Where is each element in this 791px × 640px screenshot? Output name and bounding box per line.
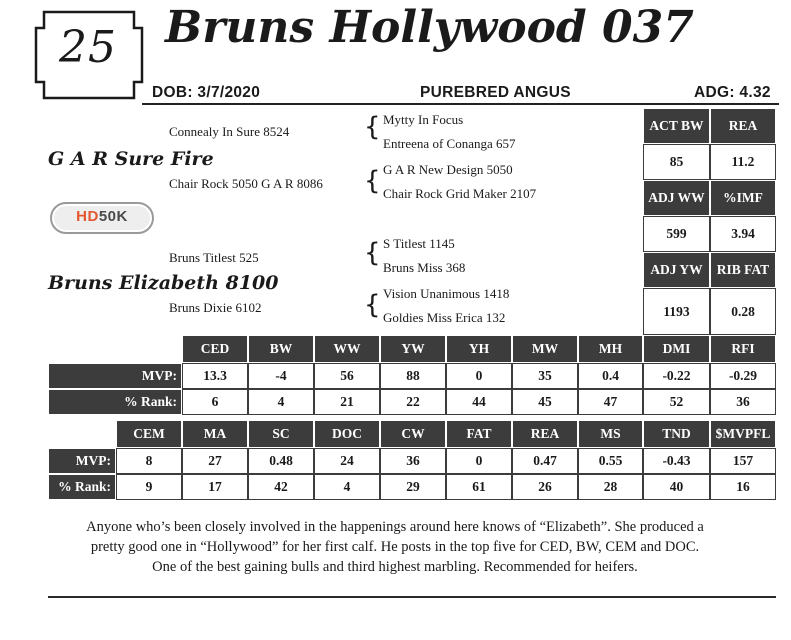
carcass-header: ADJ YW — [643, 252, 710, 288]
epd-header: REA — [512, 420, 578, 448]
epd-header: FAT — [446, 420, 512, 448]
carcass-header: REA — [710, 108, 776, 144]
carcass-value: 599 — [643, 216, 710, 252]
carcass-value: 3.94 — [710, 216, 776, 252]
epd-rank: 36 — [710, 389, 776, 415]
epd-rank: 44 — [446, 389, 512, 415]
epd-header: MW — [512, 335, 578, 363]
row-label-mvp: MVP: — [48, 363, 182, 389]
epd-rank: 6 — [182, 389, 248, 415]
lot-notes — [50, 517, 740, 577]
dob: DOB: 3/7/2020 — [152, 84, 261, 101]
sire-dam: Chair Rock 5050 G A R 8086 — [169, 176, 323, 191]
epd-rank: 26 — [512, 474, 578, 500]
carcass-value: 85 — [643, 144, 710, 180]
carcass-header: ACT BW — [643, 108, 710, 144]
epd-header: MA — [182, 420, 248, 448]
hd50k-badge-text: HD50K — [76, 208, 128, 225]
epd-rank: 40 — [643, 474, 710, 500]
epd-value: 0 — [446, 448, 512, 474]
ss-sire: Mytty In Focus — [383, 112, 464, 127]
epd-value: -0.29 — [710, 363, 776, 389]
ds-sire: S Titlest 1145 — [383, 236, 455, 251]
epd-value: 0.47 — [512, 448, 578, 474]
epd-header: CEM — [116, 420, 182, 448]
epd-rank: 28 — [578, 474, 643, 500]
carcass-value: 11.2 — [710, 144, 776, 180]
carcass-value: 0.28 — [710, 288, 776, 335]
brace: { — [364, 112, 381, 142]
ss-dam: Entreena of Conanga 657 — [383, 136, 516, 151]
epd-rank: 9 — [116, 474, 182, 500]
epd-header: MS — [578, 420, 643, 448]
epd-value: 0.55 — [578, 448, 643, 474]
epd-value: 13.3 — [182, 363, 248, 389]
epd-header: MH — [578, 335, 643, 363]
epd-header: YH — [446, 335, 512, 363]
epd-value: -0.22 — [643, 363, 710, 389]
epd-header: DOC — [314, 420, 380, 448]
epd-rank: 29 — [380, 474, 446, 500]
epd-header: TND — [643, 420, 710, 448]
epd-rank: 52 — [643, 389, 710, 415]
epd-value: 157 — [710, 448, 776, 474]
epd-value: -4 — [248, 363, 314, 389]
epd-header: BW — [248, 335, 314, 363]
dd-sire: Vision Unanimous 1418 — [383, 286, 510, 301]
carcass-value: 1193 — [643, 288, 710, 335]
epd-value: 56 — [314, 363, 380, 389]
epd-rank: 17 — [182, 474, 248, 500]
epd-value: 0 — [446, 363, 512, 389]
ds-dam: Bruns Miss 368 — [383, 260, 466, 275]
epd-rank: 47 — [578, 389, 643, 415]
epd-rank: 21 — [314, 389, 380, 415]
epd-header: YW — [380, 335, 446, 363]
epd-rank: 45 — [512, 389, 578, 415]
epd-value: -0.43 — [643, 448, 710, 474]
brace: { — [364, 290, 381, 320]
epd-rank: 4 — [314, 474, 380, 500]
bottom-rule — [48, 596, 776, 598]
sd-sire: G A R New Design 5050 — [383, 162, 513, 177]
epd-header: SC — [248, 420, 314, 448]
carcass-header: %IMF — [710, 180, 776, 216]
epd-rank: 42 — [248, 474, 314, 500]
dd-dam: Goldies Miss Erica 132 — [383, 310, 506, 325]
epd-value: 36 — [380, 448, 446, 474]
dam-sire: Bruns Titlest 525 — [169, 250, 259, 265]
epd-header: CW — [380, 420, 446, 448]
lot-number: 25 — [59, 22, 117, 73]
brace: { — [364, 238, 381, 268]
notes-line: One of the best gaining bulls and third highest marbling. Recommended for heifers. — [152, 559, 638, 575]
notes-line: pretty good one in “Hollywood” for her first calf. He posts in the top five for CED, BW, CEM and DOC. — [90, 539, 700, 555]
epd-rank: 4 — [248, 389, 314, 415]
carcass-header: ADJ WW — [643, 180, 710, 216]
epd-value: 0.48 — [248, 448, 314, 474]
epd-value: 88 — [380, 363, 446, 389]
epd-value: 8 — [116, 448, 182, 474]
sire-sire: Connealy In Sure 8524 — [169, 124, 290, 139]
epd-value: 27 — [182, 448, 248, 474]
carcass-header: RIB FAT — [710, 252, 776, 288]
epd-header: DMI — [643, 335, 710, 363]
row-label-rank: % Rank: — [48, 389, 182, 415]
epd-value: 24 — [314, 448, 380, 474]
dam-dam: Bruns Dixie 6102 — [169, 300, 262, 315]
epd-header: $MVPFL — [710, 420, 776, 448]
epd-rank: 22 — [380, 389, 446, 415]
notes-line: Anyone who’s been closely involved in the happenings around here knows of “Elizabeth”. She produced a — [86, 519, 704, 535]
epd-rank: 16 — [710, 474, 776, 500]
epd-header: CED — [182, 335, 248, 363]
epd-value: 0.4 — [578, 363, 643, 389]
epd-header: RFI — [710, 335, 776, 363]
epd-value: 35 — [512, 363, 578, 389]
row-label-rank: % Rank: — [48, 474, 116, 500]
breed: PUREBRED ANGUS — [420, 84, 571, 101]
epd-header: WW — [314, 335, 380, 363]
header-rule — [142, 103, 779, 105]
epd-rank: 61 — [446, 474, 512, 500]
animal-name: Bruns Hollywood 037 — [165, 2, 694, 53]
adg: ADG: 4.32 — [694, 84, 771, 101]
brace: { — [364, 166, 381, 196]
sire-name: G A R Sure Fire — [48, 148, 214, 170]
row-label-mvp: MVP: — [48, 448, 116, 474]
sd-dam: Chair Rock Grid Maker 2107 — [383, 186, 537, 201]
dam-name: Bruns Elizabeth 8100 — [48, 272, 279, 294]
